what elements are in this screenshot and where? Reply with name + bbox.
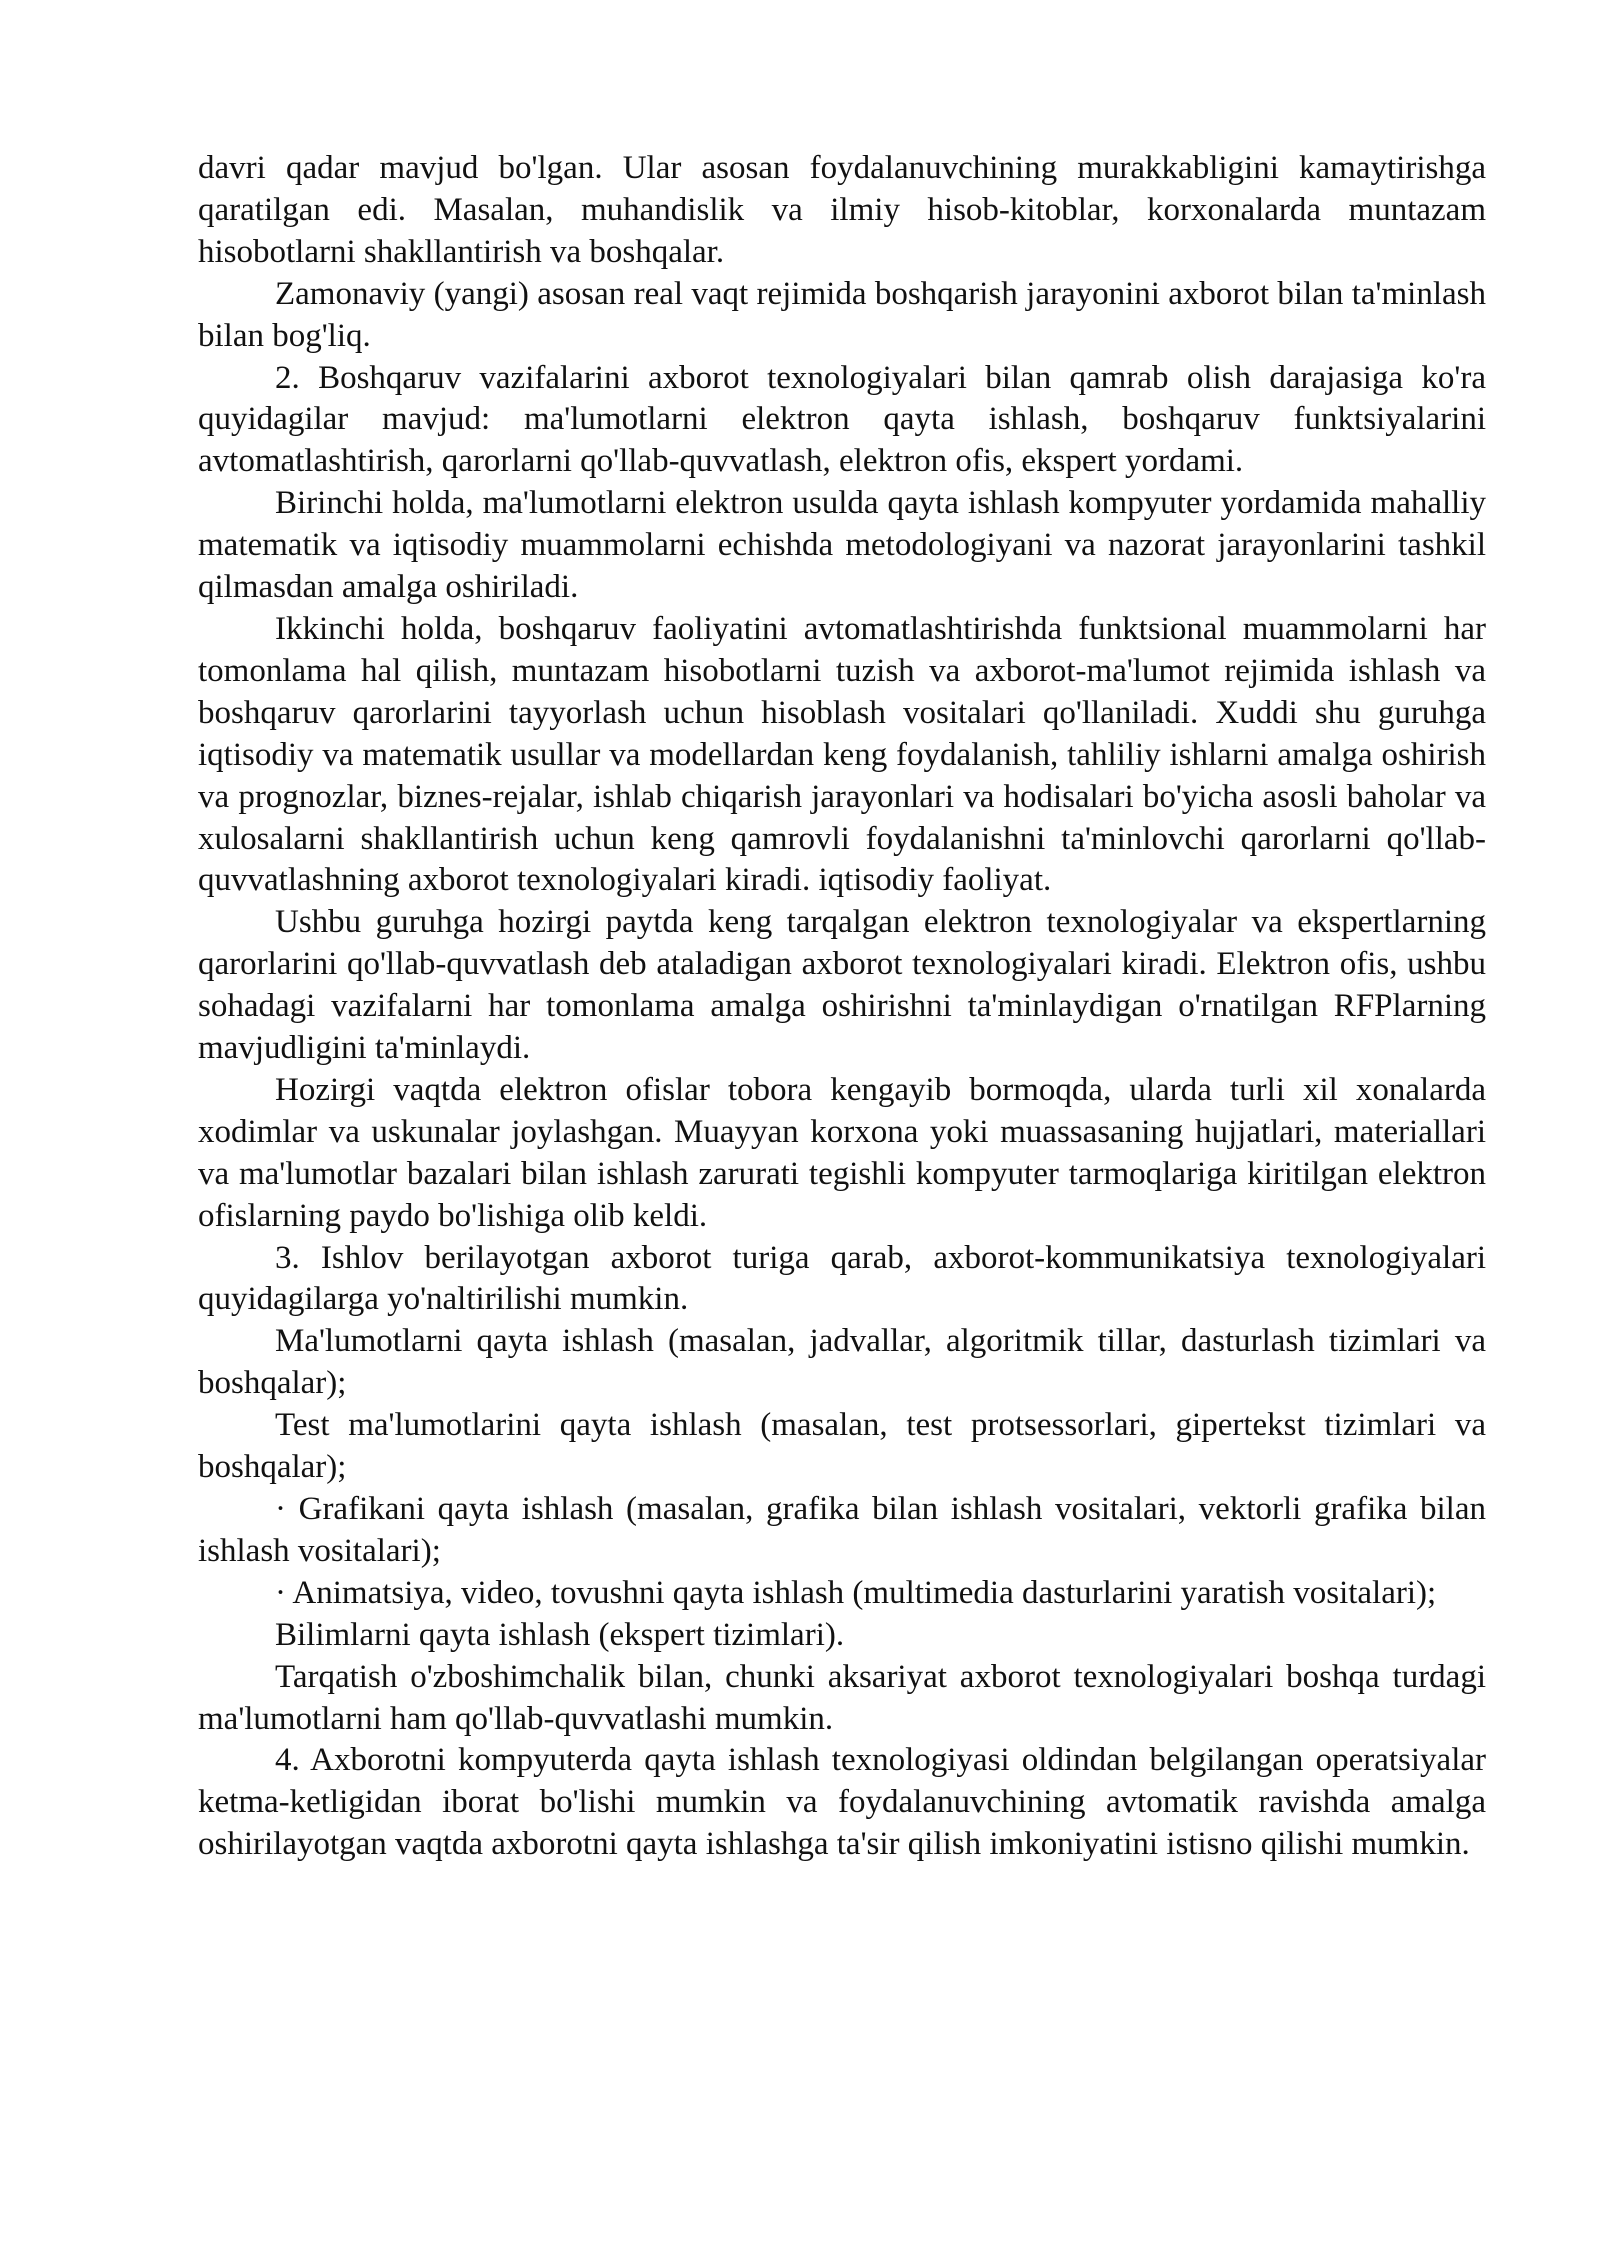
paragraph-2: Zamonaviy (yangi) asosan real vaqt rejimida boshqarish jarayonini axborot bilan ta'minlash bilan bog'liq. xyxy=(198,275,1486,354)
paragraph-3: 2. Boshqaruv vazifalarini axborot texnologiyalari bilan qamrab olish darajasiga ko'ra quyidagilar mavjud: ma'lumotlarni elektron qayta ishlash, boshqaruv funktsiyalarini avtomatlashtirish, qarorlarni qo'llab-quvvatlash, elektron ofis, ekspert yordami. xyxy=(198,359,1486,480)
paragraph-6: Ushbu guruhga hozirgi paytda keng tarqalgan elektron texnologiyalar va ekspertlarning qarorlarini qo'llab-quvvatlash deb ataladigan axborot texnologiyalari kiradi. Elektron ofis, ushbu sohadagi vazifalarni har tomonlama amalga oshirishni ta'minlaydigan o'rnatilgan RFPlarning mavjudligini ta'minlaydi. xyxy=(198,904,1486,1067)
paragraph-7: Hozirgi vaqtda elektron ofislar tobora kengayib bormoqda, ularda turli xil xonalarda xodimlar va uskunalar joylashgan. Muayyan korxona yoki muassasaning hujjatlari, materiallari va ma'lumotlar bazalari bilan ishlash zarurati tegishli kompyuter tarmoqlariga kiritilgan elektron ofislarning paydo bo'lishiga olib keldi. xyxy=(198,1071,1486,1234)
paragraph-11: · Grafikani qayta ishlash (masalan, grafika bilan ishlash vositalari, vektorli grafika bilan ishlash vositalari); xyxy=(198,1491,1486,1569)
paragraph-1: davri qadar mavjud bo'lgan. Ular asosan foydalanuvchining murakkabligini kamaytirishga qaratilgan edi. Masalan, muhandislik va ilmiy hisob-kitoblar, korxonalarda muntazam hisobotlarni shakllantirish va boshqalar. xyxy=(198,150,1486,270)
paragraph-4: Birinchi holda, ma'lumotlarni elektron usulda qayta ishlash kompyuter yordamida mahalliy matematik va iqtisodiy muammolarni echishda metodologiyani va nazorat jarayonlarini tashkil qilmasdan amalga oshiriladi. xyxy=(198,485,1486,606)
paragraph-8: 3. Ishlov berilayotgan axborot turiga qarab, axborot-kommunikatsiya texnologiyalari quyidagilarga yo'naltirilishi mumkin. xyxy=(198,1239,1486,1318)
paragraph-14: Tarqatish o'zboshimchalik bilan, chunki aksariyat axborot texnologiyalari boshqa turdagi ma'lumotlarni ham qo'llab-quvvatlashi mumkin. xyxy=(198,1658,1486,1737)
paragraph-5: Ikkinchi holda, boshqaruv faoliyatini avtomatlashtirishda funktsional muammolarni har tomonlama hal qilish, muntazam hisobotlarni tuzish va axborot-ma'lumot rejimida ishlash va boshqaruv qarorlarini tayyorlash uchun hisoblash vositalari qo'llaniladi. Xuddi shu guruhga iqtisodiy va matematik usullar va modellardan keng foydalanish, tahliliy ishlarni amalga oshirish va prognozlar, biznes-rejalar, ishlab chiqarish jarayonlari va hodisalari bo'yicha asosli baholar va xulosalarni shakllantirish uchun keng qamrovli foydalanishni ta'minlovchi qarorlarni qo'llab-quvvatlashning axborot texnologiyalari kiradi. iqtisodiy faoliyat. xyxy=(198,610,1486,899)
document-page xyxy=(198,148,1486,1866)
paragraph-12: · Animatsiya, video, tovushni qayta ishlash (multimedia dasturlarini yaratish vositalari); xyxy=(275,1574,1437,1611)
paragraph-10: Test ma'lumotlarini qayta ishlash (masalan, test protsessorlari, gipertekst tizimlari va boshqalar); xyxy=(198,1407,1486,1486)
paragraph-13: Bilimlarni qayta ishlash (ekspert tizimlari). xyxy=(275,1616,845,1653)
paragraph-9: Ma'lumotlarni qayta ishlash (masalan, jadvallar, algoritmik tillar, dasturlash tizimlari va boshqalar); xyxy=(198,1323,1486,1402)
paragraph-15: 4. Axborotni kompyuterda qayta ishlash texnologiyasi oldindan belgilangan operatsiyalar ketma-ketligidan iborat bo'lishi mumkin va foydalanuvchining avtomatik ravishda amalga oshirilayotgan vaqtda axborotni qayta ishlashga ta'sir qilish imkoniyatini istisno qilishi mumkin. xyxy=(198,1742,1486,1863)
